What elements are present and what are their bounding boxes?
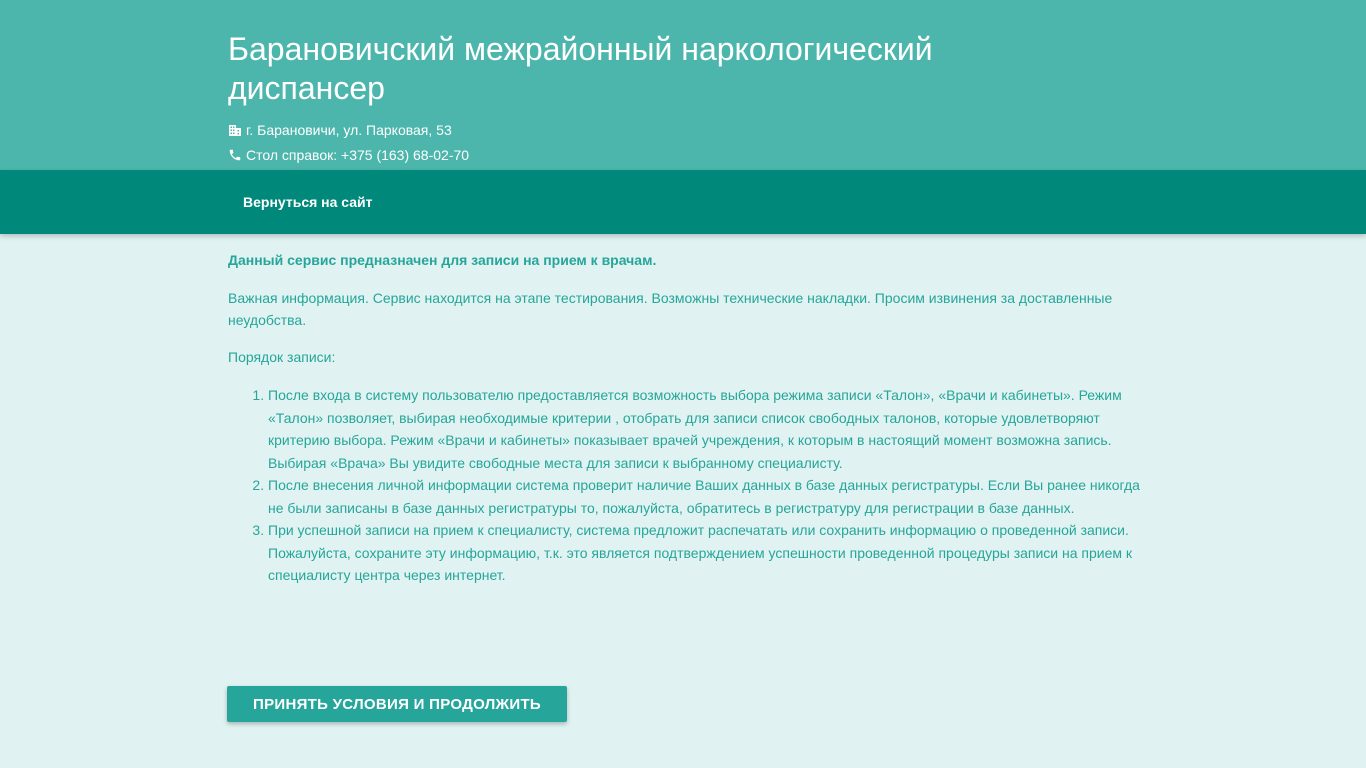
phone-line	[228, 147, 1128, 163]
main-content	[228, 249, 1143, 587]
building-icon	[228, 123, 242, 137]
phone-text: Стол справок: +375 (163) 68-02-70	[246, 147, 470, 163]
back-to-site-link[interactable]: Вернуться на сайт	[243, 194, 373, 210]
order-heading: Порядок записи:	[228, 348, 336, 365]
list-item: 2. После внесения личной информации система проверит наличие Ваших данных в базе данных регистратуры. Если Вы ранее никогда не были записаны в базе данных регистратуры то, пожалуйста, обратитесь в регистратуру для регистрации в базе данных.	[268, 474, 1143, 519]
important-notice: Важная информация. Сервис находится на этапе тестирования. Возможны технические накладки. Просим извинения за доставленные неудобства.	[228, 289, 1113, 328]
accept-continue-button[interactable]: ПРИНЯТЬ УСЛОВИЯ И ПРОДОЛЖИТЬ	[227, 686, 567, 722]
address-text: г. Барановичи, ул. Парковая, 53	[246, 122, 452, 138]
list-item: 3. При успешной записи на прием к специалисту, система предложит распечатать или сохранить информацию о проведенной записи. Пожалуйста, сохраните эту информацию, т.к. это является подтверждением успешности проведенной процедуры записи на прием к специалисту центра через интернет.	[268, 519, 1143, 587]
service-intro: Данный сервис предназначен для записи на прием к врачам.	[228, 252, 657, 268]
header	[0, 0, 1366, 170]
phone-icon	[228, 148, 242, 162]
navbar	[0, 170, 1366, 234]
page-title: Барановичский межрайонный наркологический диспансер	[228, 31, 933, 106]
list-item: 1. После входа в систему пользователю предоставляется возможность выбора режима записи «Талон», «Врачи и кабинеты». Режим «Талон» позволяет, выбирая необходимые критерии , отобрать для записи список свободных талонов, которые удовлетворяют критерию выбора. Режим «Врачи и кабинеты» показывает врачей учреждения, к которым в настоящий момент возможна запись. Выбирая «Врача» Вы увидите свободные места для записи к выбранному специалисту.	[268, 384, 1143, 474]
steps-list	[228, 384, 1143, 587]
address-line	[228, 122, 1128, 138]
header-content	[228, 30, 1128, 163]
